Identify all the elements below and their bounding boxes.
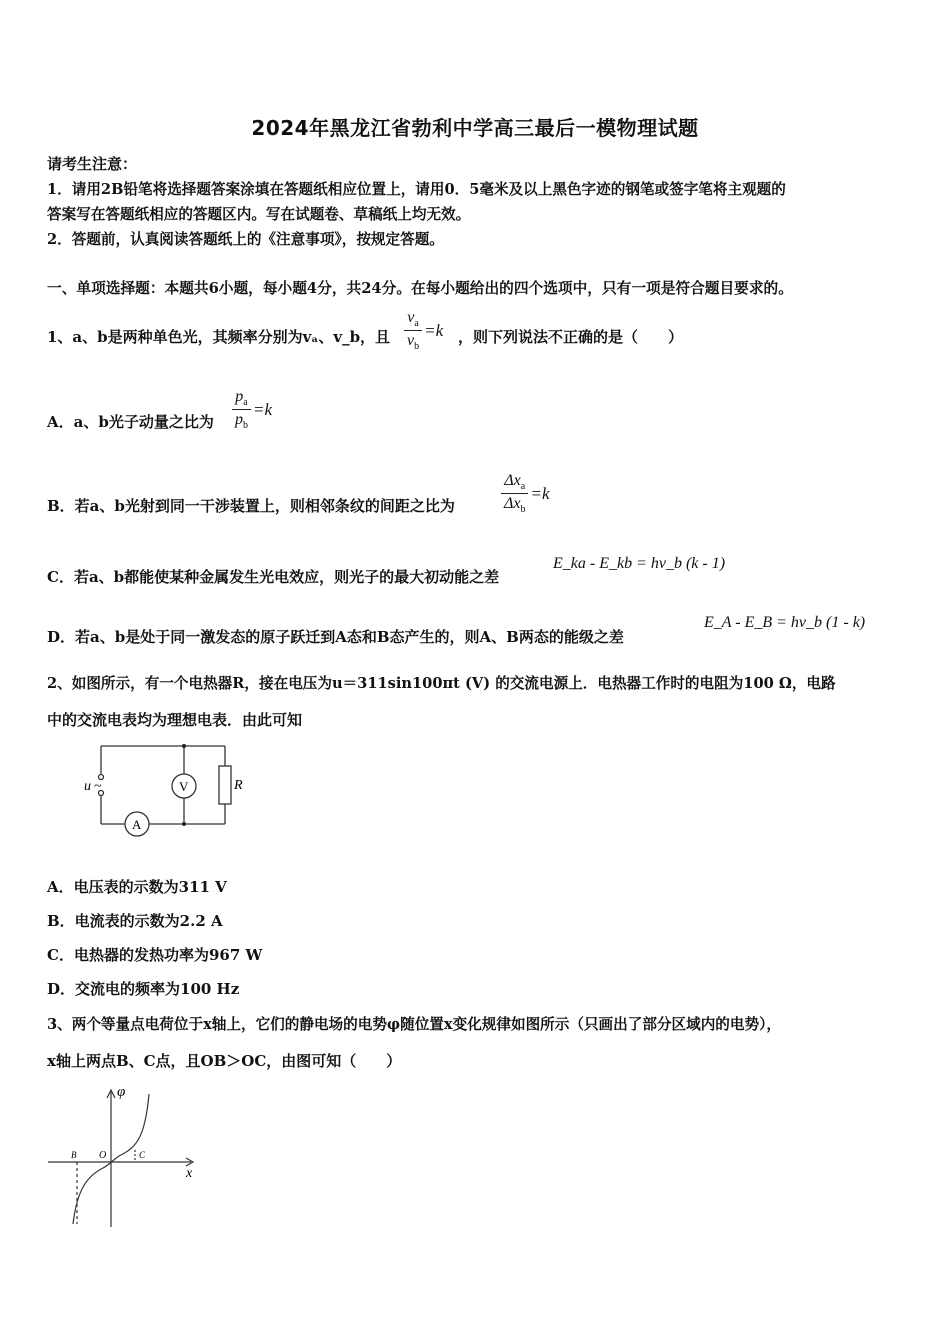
notice-line-1: 1．请用2B铅笔将选择题答案涂填在答题纸相应位置上，请用0．5毫米及以上黑色字迹的钢笔或签字笔将主观题的: [47, 181, 786, 198]
q2-option-d[interactable]: D．交流电的频率为100 Hz: [47, 980, 240, 998]
q1-option-d-formula: E_A - E_B = hv_b (1 - k): [704, 614, 866, 631]
fig-label-a: A: [132, 817, 142, 832]
notice-line-2: 2．答题前，认真阅读答题纸上的《注意事项》，按规定答题。: [47, 231, 444, 248]
q1-option-b[interactable]: B．若a、b光射到同一干涉装置上，则相邻条纹的间距之比为: [47, 497, 455, 515]
q1-option-c[interactable]: C．若a、b都能使某种金属发生光电效应，则光子的最大初动能之差: [47, 568, 500, 586]
fig-label-o: O: [99, 1150, 107, 1161]
q2-circuit-diagram: [70, 738, 250, 838]
fig-label-c: C: [139, 1150, 146, 1160]
q1-option-d[interactable]: D．若a、b是处于同一激发态的原子跃迁到A态和B态产生的，则A、B两态的能级之差: [47, 628, 624, 646]
q2-option-a[interactable]: A．电压表的示数为311 V: [47, 878, 227, 896]
q1-option-a-formula: $\frac{p_a}{p_b}$ =k: [232, 388, 272, 431]
q2-option-b[interactable]: B．电流表的示数为2.2 A: [47, 912, 223, 930]
fig-label-tilde: ~: [94, 779, 102, 794]
q1-option-c-formula: E_ka - E_kb = hv_b (k - 1): [553, 555, 726, 572]
q2-option-c[interactable]: C．电热器的发热功率为967 W: [47, 946, 263, 964]
q1-stem: [47, 326, 390, 347]
page-title: 2024年黑龙江省勃利中学高三最后一模物理试题: [251, 116, 699, 140]
q3-potential-graph: [45, 1080, 200, 1230]
fig-label-r: R: [234, 778, 243, 793]
q2-stem-2: 中的交流电表均为理想电表．由此可知: [47, 711, 303, 729]
q1-stem-pre: 1、a、b是两种单色光，其频率分别为vₐ、v_b，且: [47, 328, 391, 346]
q2-stem-1: 2、如图所示，有一个电热器R，接在电压为u＝311sin100πt (V) 的交流电源上．电热器工作时的电阻为100 Ω，电路: [47, 675, 836, 692]
fig-label-b: B: [71, 1150, 77, 1160]
fig-label-v: V: [179, 779, 189, 794]
resistor-symbol: [219, 766, 231, 804]
q1-option-a[interactable]: A．a、b光子动量之比为: [47, 413, 214, 431]
notice-line-1b: 答案写在答题纸相应的答题区内。写在试题卷、草稿纸上均无效。: [47, 206, 471, 223]
q1-ratio-formula: $\frac{v_a}{v_b}$ =k: [404, 309, 443, 352]
q1-fraction: $\frac{v_a}{v_b}$: [404, 309, 422, 352]
q3-stem-2: x轴上两点B、C点，且OB＞OC，由图可知（ ）: [47, 1052, 402, 1070]
notice-heading: 请考生注意：: [47, 155, 138, 173]
fig-label-u: u: [84, 779, 91, 794]
q3-stem-1: 3、两个等量点电荷位于x轴上，它们的静电场的电势φ随位置x变化规律如图所示（只画出了部分区域内的电势），: [47, 1016, 781, 1033]
section-heading: 一、单项选择题：本题共6小题，每小题4分，共24分。在每小题给出的四个选项中，只有一项是符合题目要求的。: [47, 280, 793, 297]
fig-label-x: x: [186, 1166, 193, 1181]
fig-label-phi: φ: [117, 1084, 126, 1100]
q1-option-b-formula: $\frac{\Delta x_a}{\Delta x_b}$ =k: [501, 472, 550, 515]
q1-stem-post: ，则下列说法不正确的是（ ）: [458, 328, 684, 346]
